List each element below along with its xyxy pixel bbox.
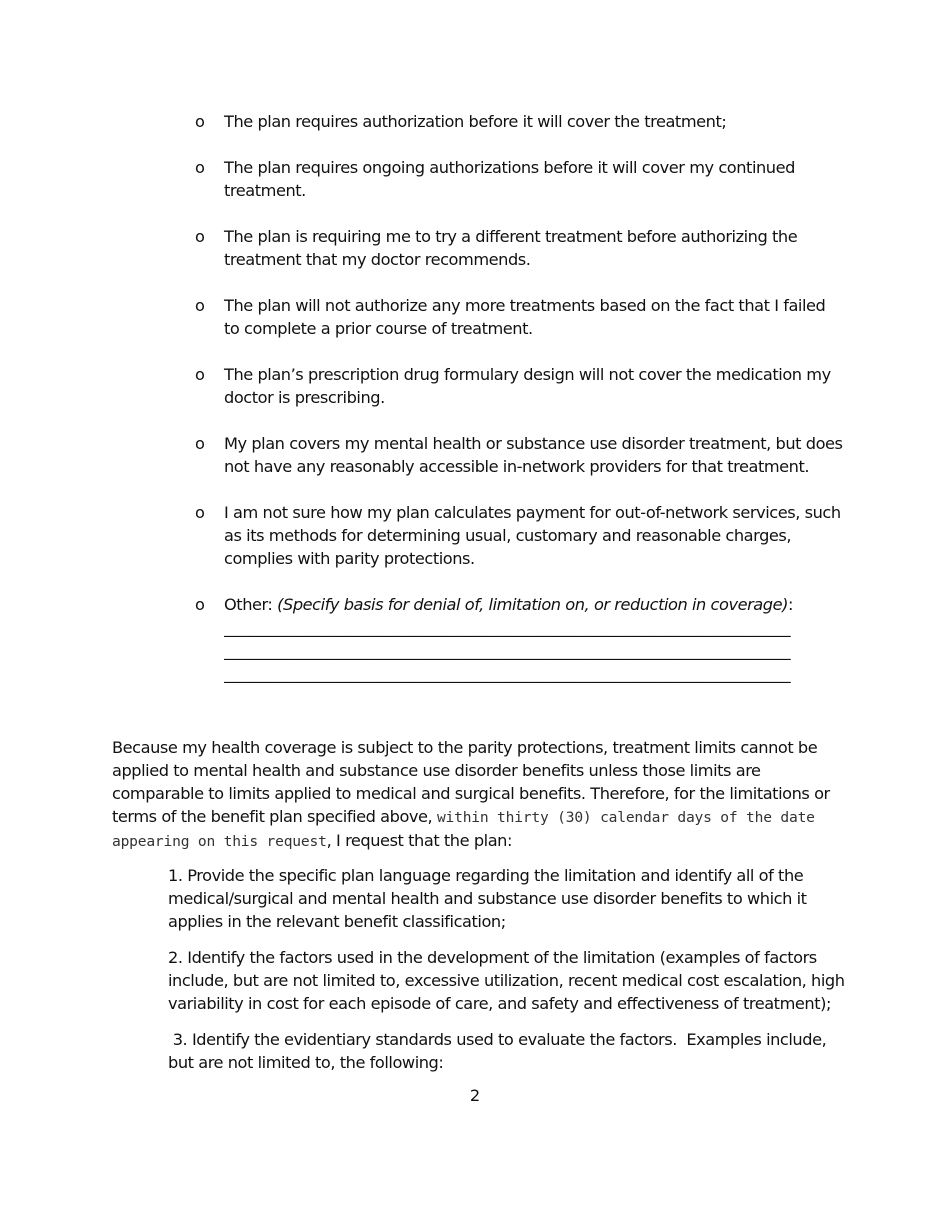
- bullet-marker: o: [195, 503, 205, 522]
- list-item: [195, 156, 845, 202]
- fill-in-line[interactable]: ______________________________________________________________________: [224, 618, 791, 637]
- other-suffix: :: [787, 595, 793, 614]
- bullet-marker: o: [195, 434, 205, 453]
- other-reason-label-row: [224, 593, 845, 616]
- list-item-text: The plan is requiring me to try a different treatment before authorizing the treatment that my doctor recommends.: [224, 227, 798, 269]
- list-item: [195, 363, 845, 409]
- list-item-text: The plan’s prescription drug formulary design will not cover the medication my doctor is prescribing.: [224, 365, 831, 407]
- paragraph-text-end: , I request that the plan:: [326, 831, 512, 850]
- list-item: [195, 432, 845, 478]
- bullet-marker: o: [195, 365, 205, 384]
- bullet-marker: o: [195, 158, 205, 177]
- other-reason-item: [195, 593, 845, 685]
- fill-in-line[interactable]: ______________________________________________________________________: [224, 664, 791, 683]
- list-item-text: I am not sure how my plan calculates payment for out-of-network services, such as its methods for determining usual, customary and reasonable charges, complies with parity protections.: [224, 503, 841, 568]
- timeframe-text: within thirty (30) calendar days of the date appearing on this request: [112, 809, 815, 850]
- denial-reason-list: [195, 110, 845, 708]
- paragraph-text: Because my health coverage is subject to the parity protections, treatment limits cannot be applied to mental health and substance use disorder benefits unless those limits are comparable to limits applied to medical and surgical benefits. Therefore, for the limitations or terms of the benefit plan specified above,: [112, 738, 830, 826]
- numbered-request-2: 2. Identify the factors used in the development of the limitation (examples of factors include, but are not limited to, excessive utilization, recent medical cost escalation, high variability in cost for each episode of care, and safety and effectiveness of treatment);: [168, 948, 845, 1013]
- bullet-marker: o: [195, 595, 205, 614]
- list-item: [195, 294, 845, 340]
- bullet-marker: o: [195, 296, 205, 315]
- other-label: Other:: [224, 595, 278, 614]
- list-item-text: My plan covers my mental health or substance use disorder treatment, but does not have any reasonably accessible in-network providers for that treatment.: [224, 434, 843, 476]
- request-paragraph: [112, 736, 842, 853]
- numbered-request-3: 3. Identify the evidentiary standards used to evaluate the factors. Examples include, but are not limited to, the following:: [168, 1030, 831, 1072]
- list-item-text: The plan will not authorize any more treatments based on the fact that I failed to complete a prior course of treatment.: [224, 296, 826, 338]
- bullet-marker: o: [195, 112, 205, 131]
- numbered-request-1: 1. Provide the specific plan language regarding the limitation and identify all of the medical/surgical and mental health and substance use disorder benefits to which it applies in the relevant benefit classification;: [168, 866, 807, 931]
- list-item: [195, 110, 845, 133]
- list-item: [195, 501, 845, 570]
- fill-in-line[interactable]: ______________________________________________________________________: [224, 641, 791, 660]
- list-item: [195, 225, 845, 271]
- bullet-marker: o: [195, 227, 205, 246]
- page-number: 2: [469, 1086, 481, 1105]
- list-item-text: The plan requires ongoing authorizations before it will cover my continued treatment.: [224, 158, 795, 200]
- other-instruction: (Specify basis for denial of, limitation on, or reduction in coverage): [277, 595, 788, 614]
- list-item-text: The plan requires authorization before it will cover the treatment;: [224, 112, 727, 131]
